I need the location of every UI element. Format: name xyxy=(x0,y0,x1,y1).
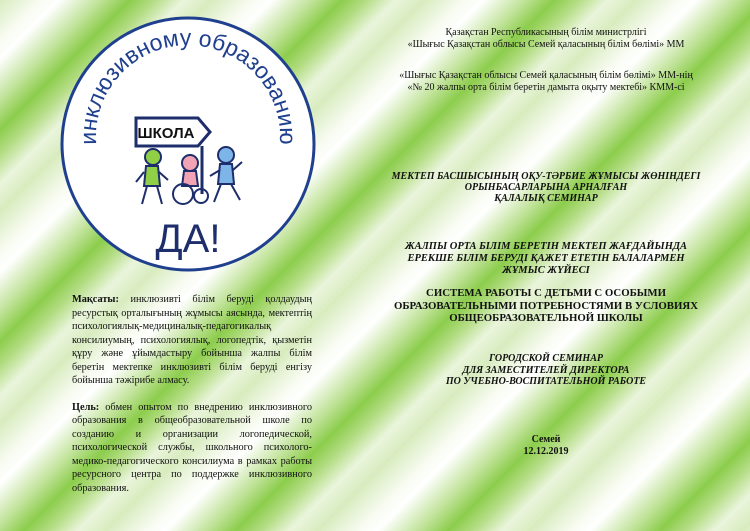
ministry-line: «Шығыс Қазақстан облысы Семей қаласының білім бөлімі» ММ xyxy=(407,39,685,50)
topic-ru-title xyxy=(370,287,722,325)
seminar-ru-line: ГОРОДСКОЙ СЕМИНАР xyxy=(489,353,603,364)
logo-arc-text: инклюзивному образованию xyxy=(74,24,302,145)
seminar-ru-title xyxy=(370,353,722,388)
topic-kz-line: ЕРЕКШЕ БІЛІМ БЕРУДІ ҚАЖЕТ ЕТЕТІН БАЛАЛАРМЕН xyxy=(407,253,685,264)
school-header xyxy=(370,70,722,94)
topic-kz-line: ЖАЛПЫ ОРТА БІЛІМ БЕРЕТІН МЕКТЕП ЖАҒДАЙЫНДА xyxy=(404,241,688,252)
seminar-kz-title xyxy=(370,171,722,204)
topic-ru-line: ОБРАЗОВАТЕЛЬНЫМИ ПОТРЕБНОСТЯМИ В УСЛОВИЯХ xyxy=(394,299,698,312)
goals-block xyxy=(72,293,312,508)
topic-ru-line: СИСТЕМА РАБОТЫ С ДЕТЬМИ С ОСОБЫМИ xyxy=(426,287,666,299)
goal-ru-text: обмен опытом по внедрению инклюзивного образования в общеобразовательной школе по созданию и организации логопедической, психологической службы, школьного психолого-медико-педагогического консилиума в рамках работы ресурсного центра по поддержке инклюзивного образования. xyxy=(72,401,312,494)
goal-kz-label: Мақсаты: xyxy=(72,294,119,305)
goal-kz-paragraph xyxy=(72,293,312,388)
ministry-header xyxy=(370,27,722,51)
seminar-kz-line: ОРЫНБАСАРЛАРЫНА АРНАЛҒАН xyxy=(464,182,628,193)
inclusive-education-logo xyxy=(58,14,318,274)
seminar-kz-line: МЕКТЕП БАСШЫСЫНЫҢ ОҚУ-ТӘРБИЕ ЖҰМЫСЫ ЖӨНІНДЕГІ xyxy=(391,171,701,182)
seminar-ru-line: ПО УЧЕБНО-ВОСПИТАТЕЛЬНОЙ РАБОТЕ xyxy=(445,376,647,387)
seminar-kz-line: ҚАЛАЛЫҚ СЕМИНАР xyxy=(494,193,598,204)
goal-ru-paragraph xyxy=(72,401,312,496)
logo-sign-text: ШКОЛА xyxy=(137,125,195,142)
ministry-line: Қазақстан Республикасының білім министрлігі xyxy=(445,27,647,38)
topic-kz-line: ЖҰМЫС ЖҮЙЕСІ xyxy=(502,265,590,276)
goal-kz-text: инклюзивті білім беруді қолдаудың ресурстық орталығының жұмысы аясында, мектептің психологиялық-медициналық-педагогикалық консилиумың, психологиялық, логопедтік, қызметін құру және ұйымдастыру бойынша жалпы білім беретін мектепке инклюзивті білім беруді енгізу бойынша тәжірибе алмасу. xyxy=(72,294,312,386)
place-and-date xyxy=(370,434,722,458)
logo-bottom-text: ДА! xyxy=(155,217,221,261)
school-line: «Шығыс Қазақстан облысы Семей қаласының білім бөлімі» ММ-нің xyxy=(399,70,693,81)
topic-ru-line: ОБЩЕОБРАЗОВАТЕЛЬНОЙ ШКОЛЫ xyxy=(449,312,643,324)
goal-ru-label: Цель: xyxy=(72,401,100,413)
topic-kz-title xyxy=(370,241,722,277)
city: Семей xyxy=(531,434,561,445)
school-line: «№ 20 жалпы орта білім беретін дамыта оқыту мектебі» КММ-сі xyxy=(407,82,685,93)
date: 12.12.2019 xyxy=(523,446,569,457)
seminar-ru-line: ДЛЯ ЗАМЕСТИТЕЛЕЙ ДИРЕКТОРА xyxy=(462,364,630,376)
